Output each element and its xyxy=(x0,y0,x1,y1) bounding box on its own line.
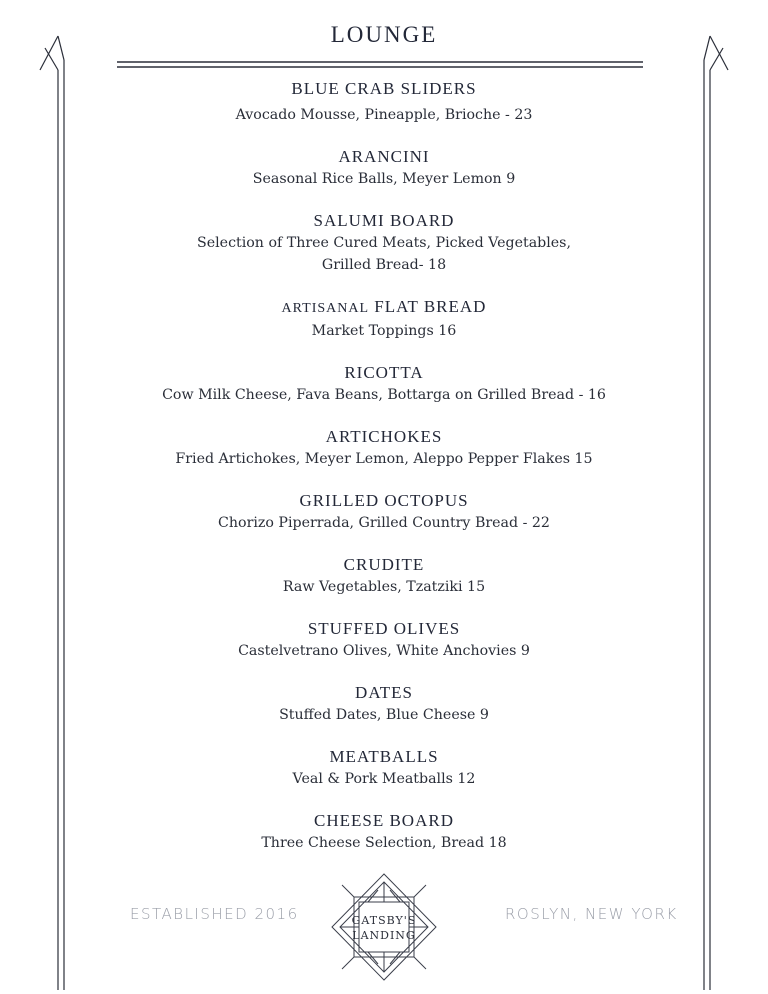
menu-items xyxy=(0,78,768,854)
menu-item xyxy=(0,682,768,726)
menu-item xyxy=(0,146,768,190)
item-description: Stuffed Dates, Blue Cheese 9 xyxy=(279,707,489,723)
item-name: BLUE CRAB SLIDERS xyxy=(291,79,477,98)
item-name-main: FLAT BREAD xyxy=(374,297,487,316)
item-name-prefix: ARTISANAL xyxy=(281,301,370,316)
item-description: Avocado Mousse, Pineapple, Brioche - 23 xyxy=(235,107,533,123)
menu-title: LOUNGE xyxy=(330,22,438,47)
menu-item xyxy=(0,210,768,276)
item-name xyxy=(0,296,768,320)
item-name: SALUMI BOARD xyxy=(313,211,455,230)
menu-item xyxy=(0,362,768,406)
item-name: GRILLED OCTOPUS xyxy=(299,491,469,510)
item-description: Fried Artichokes, Meyer Lemon, Aleppo Pepper Flakes 15 xyxy=(175,451,593,467)
item-description: Selection of Three Cured Meats, Picked Vegetables, xyxy=(197,235,571,251)
menu-item xyxy=(0,554,768,598)
menu-item xyxy=(0,618,768,662)
menu-item xyxy=(0,426,768,470)
item-name: STUFFED OLIVES xyxy=(307,619,461,638)
item-name: MEATBALLS xyxy=(329,747,439,766)
item-name: ARANCINI xyxy=(338,147,430,166)
menu-item xyxy=(0,490,768,534)
item-name: RICOTTA xyxy=(344,363,424,382)
item-name: DATES xyxy=(355,683,413,702)
item-description: Castelvetrano Olives, White Anchovies 9 xyxy=(238,643,530,659)
item-name: CRUDITE xyxy=(343,555,425,574)
item-description: Market Toppings 16 xyxy=(311,323,457,339)
item-description: Cow Milk Cheese, Fava Beans, Bottarga on Grilled Bread - 16 xyxy=(162,387,606,403)
item-description: Veal & Pork Meatballs 12 xyxy=(292,771,476,787)
menu-item xyxy=(0,810,768,854)
gatsbys-landing-logo xyxy=(328,872,440,982)
logo-line-1: GATSBY'S xyxy=(351,914,417,927)
menu-item xyxy=(0,746,768,790)
item-description: Chorizo Piperrada, Grilled Country Bread - 22 xyxy=(218,515,550,531)
established-text: ESTABLISHED 2016 xyxy=(130,905,299,923)
item-description: Three Cheese Selection, Bread 18 xyxy=(261,835,507,851)
item-name: ARTICHOKES xyxy=(325,427,443,446)
location-text: ROSLYN, NEW YORK xyxy=(505,905,678,923)
logo-line-2: LANDING xyxy=(352,929,416,942)
item-description: Grilled Bread- 18 xyxy=(321,257,447,273)
item-name: CHEESE BOARD xyxy=(314,811,454,830)
menu-item xyxy=(0,296,768,342)
menu-item xyxy=(0,78,768,126)
item-description: Raw Vegetables, Tzatziki 15 xyxy=(282,579,486,595)
item-description: Seasonal Rice Balls, Meyer Lemon 9 xyxy=(252,171,516,187)
